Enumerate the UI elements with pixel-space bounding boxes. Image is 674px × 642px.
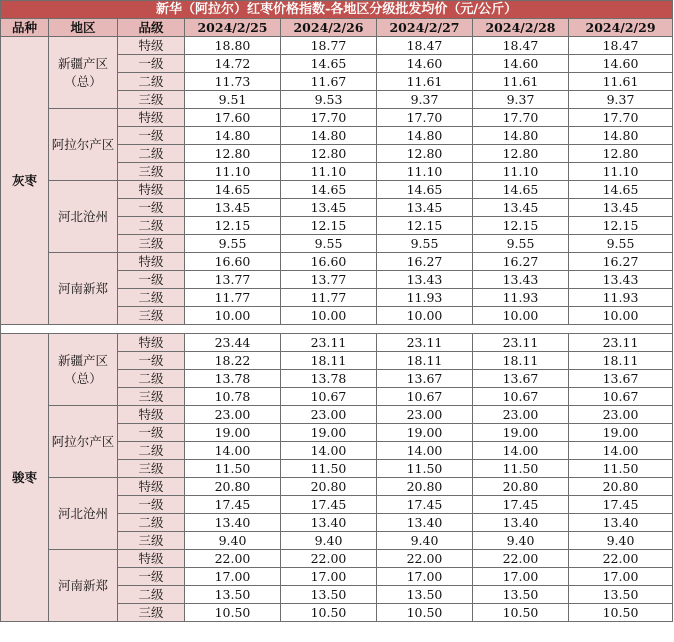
price-cell: 9.51 — [185, 91, 281, 109]
price-cell: 10.00 — [377, 307, 473, 325]
price-cell: 17.45 — [473, 496, 569, 514]
price-cell: 10.50 — [185, 604, 281, 622]
grade-cell: 特级 — [118, 109, 185, 127]
price-cell: 13.45 — [473, 199, 569, 217]
price-cell: 22.00 — [377, 550, 473, 568]
table-row — [1, 181, 673, 199]
price-cell: 17.45 — [377, 496, 473, 514]
price-cell: 23.44 — [185, 334, 281, 352]
price-cell: 14.80 — [377, 127, 473, 145]
grade-cell: 二级 — [118, 289, 185, 307]
price-cell: 19.00 — [569, 424, 673, 442]
price-cell: 12.80 — [473, 145, 569, 163]
header-row — [1, 19, 673, 37]
price-cell: 11.10 — [473, 163, 569, 181]
price-cell: 17.00 — [377, 568, 473, 586]
price-cell: 13.45 — [185, 199, 281, 217]
grade-cell: 特级 — [118, 181, 185, 199]
price-cell: 17.70 — [473, 109, 569, 127]
region-cell: 河南新郑 — [49, 253, 118, 325]
table-row — [1, 253, 673, 271]
price-cell: 12.15 — [185, 217, 281, 235]
price-cell: 14.00 — [569, 442, 673, 460]
price-cell: 11.50 — [281, 460, 377, 478]
price-cell: 13.50 — [569, 586, 673, 604]
price-cell: 22.00 — [185, 550, 281, 568]
separator-cell — [1, 325, 673, 334]
price-cell: 13.67 — [473, 370, 569, 388]
region-cell: 阿拉尔产区 — [49, 109, 118, 181]
variety-cell: 灰枣 — [1, 37, 49, 325]
price-cell: 11.93 — [473, 289, 569, 307]
price-cell: 11.61 — [569, 73, 673, 91]
grade-cell: 三级 — [118, 604, 185, 622]
region-cell: 阿拉尔产区 — [49, 406, 118, 478]
grade-cell: 二级 — [118, 145, 185, 163]
price-cell: 17.45 — [185, 496, 281, 514]
grade-cell: 特级 — [118, 253, 185, 271]
grade-cell: 三级 — [118, 532, 185, 550]
table-body — [1, 37, 673, 622]
price-cell: 11.10 — [569, 163, 673, 181]
grade-cell: 一级 — [118, 55, 185, 73]
price-cell: 20.80 — [569, 478, 673, 496]
price-cell: 14.65 — [569, 181, 673, 199]
header-date: 2024/2/25 — [185, 19, 281, 37]
price-cell: 23.11 — [569, 334, 673, 352]
price-cell: 18.11 — [281, 352, 377, 370]
price-cell: 14.60 — [473, 55, 569, 73]
grade-cell: 二级 — [118, 217, 185, 235]
grade-cell: 一级 — [118, 496, 185, 514]
price-cell: 19.00 — [473, 424, 569, 442]
grade-cell: 二级 — [118, 73, 185, 91]
price-cell: 14.65 — [281, 55, 377, 73]
price-cell: 13.40 — [569, 514, 673, 532]
grade-cell: 三级 — [118, 235, 185, 253]
price-cell: 23.11 — [281, 334, 377, 352]
price-cell: 17.00 — [281, 568, 377, 586]
price-cell: 12.15 — [569, 217, 673, 235]
price-cell: 11.93 — [377, 289, 473, 307]
price-cell: 17.00 — [473, 568, 569, 586]
grade-cell: 二级 — [118, 370, 185, 388]
price-cell: 19.00 — [185, 424, 281, 442]
grade-cell: 三级 — [118, 163, 185, 181]
grade-cell: 一级 — [118, 271, 185, 289]
grade-cell: 三级 — [118, 307, 185, 325]
grade-cell: 三级 — [118, 91, 185, 109]
price-cell: 11.61 — [377, 73, 473, 91]
price-cell: 9.55 — [185, 235, 281, 253]
price-cell: 23.00 — [473, 406, 569, 424]
grade-cell: 二级 — [118, 514, 185, 532]
price-cell: 17.00 — [185, 568, 281, 586]
price-cell: 10.50 — [569, 604, 673, 622]
price-cell: 18.11 — [569, 352, 673, 370]
table-row — [1, 406, 673, 424]
grade-cell: 二级 — [118, 586, 185, 604]
grade-cell: 一级 — [118, 352, 185, 370]
price-cell: 13.77 — [281, 271, 377, 289]
price-cell: 14.60 — [377, 55, 473, 73]
price-cell: 23.00 — [185, 406, 281, 424]
price-cell: 13.45 — [281, 199, 377, 217]
price-cell: 13.50 — [473, 586, 569, 604]
price-cell: 22.00 — [281, 550, 377, 568]
price-cell: 16.27 — [377, 253, 473, 271]
price-cell: 10.67 — [377, 388, 473, 406]
price-cell: 19.00 — [377, 424, 473, 442]
price-cell: 17.70 — [569, 109, 673, 127]
price-cell: 14.00 — [377, 442, 473, 460]
price-cell: 19.00 — [281, 424, 377, 442]
price-cell: 12.80 — [281, 145, 377, 163]
price-cell: 13.50 — [377, 586, 473, 604]
price-cell: 9.37 — [473, 91, 569, 109]
price-cell: 9.55 — [473, 235, 569, 253]
price-cell: 13.77 — [185, 271, 281, 289]
header-date: 2024/2/28 — [473, 19, 569, 37]
price-cell: 14.80 — [569, 127, 673, 145]
header-region: 地区 — [49, 19, 118, 37]
price-cell: 23.00 — [377, 406, 473, 424]
price-cell: 13.50 — [281, 586, 377, 604]
header-grade: 品级 — [118, 19, 185, 37]
price-cell: 13.45 — [569, 199, 673, 217]
price-cell: 11.61 — [473, 73, 569, 91]
price-cell: 10.50 — [473, 604, 569, 622]
price-cell: 10.00 — [281, 307, 377, 325]
variety-cell: 骏枣 — [1, 334, 49, 622]
price-cell: 9.37 — [377, 91, 473, 109]
price-cell: 14.00 — [473, 442, 569, 460]
price-cell: 9.40 — [377, 532, 473, 550]
price-cell: 22.00 — [473, 550, 569, 568]
price-cell: 13.40 — [185, 514, 281, 532]
price-cell: 11.73 — [185, 73, 281, 91]
price-cell: 14.00 — [281, 442, 377, 460]
grade-cell: 三级 — [118, 460, 185, 478]
grade-cell: 特级 — [118, 406, 185, 424]
title-row — [1, 1, 673, 19]
price-cell: 17.70 — [281, 109, 377, 127]
price-cell: 11.77 — [281, 289, 377, 307]
price-cell: 20.80 — [281, 478, 377, 496]
price-cell: 9.37 — [569, 91, 673, 109]
price-cell: 13.45 — [377, 199, 473, 217]
price-cell: 23.00 — [569, 406, 673, 424]
price-cell: 18.11 — [377, 352, 473, 370]
table-row — [1, 550, 673, 568]
price-cell: 9.40 — [185, 532, 281, 550]
price-cell: 12.80 — [377, 145, 473, 163]
price-cell: 14.80 — [185, 127, 281, 145]
price-cell: 10.67 — [473, 388, 569, 406]
price-cell: 11.77 — [185, 289, 281, 307]
price-cell: 9.55 — [377, 235, 473, 253]
price-cell: 9.40 — [473, 532, 569, 550]
price-cell: 20.80 — [473, 478, 569, 496]
table-row — [1, 109, 673, 127]
price-cell: 13.50 — [185, 586, 281, 604]
price-cell: 9.40 — [281, 532, 377, 550]
grade-cell: 特级 — [118, 478, 185, 496]
price-cell: 14.65 — [185, 181, 281, 199]
price-cell: 14.80 — [473, 127, 569, 145]
price-cell: 13.78 — [281, 370, 377, 388]
price-cell: 17.45 — [281, 496, 377, 514]
price-cell: 13.67 — [569, 370, 673, 388]
price-cell: 17.60 — [185, 109, 281, 127]
price-cell: 20.80 — [185, 478, 281, 496]
price-cell: 11.10 — [281, 163, 377, 181]
price-cell: 12.80 — [185, 145, 281, 163]
price-cell: 10.67 — [281, 388, 377, 406]
region-cell: 新疆产区（总） — [49, 37, 118, 109]
price-cell: 11.67 — [281, 73, 377, 91]
price-cell: 23.11 — [377, 334, 473, 352]
grade-cell: 二级 — [118, 442, 185, 460]
group-separator — [1, 325, 673, 334]
price-cell: 11.50 — [377, 460, 473, 478]
price-cell: 18.77 — [281, 37, 377, 55]
region-cell: 河北沧州 — [49, 478, 118, 550]
header-variety: 品种 — [1, 19, 49, 37]
price-cell: 12.15 — [281, 217, 377, 235]
price-cell: 18.47 — [473, 37, 569, 55]
price-cell: 11.50 — [569, 460, 673, 478]
price-cell: 9.55 — [569, 235, 673, 253]
price-cell: 12.80 — [569, 145, 673, 163]
grade-cell: 三级 — [118, 388, 185, 406]
table-title: 新华（阿拉尔）红枣价格指数-各地区分级批发均价（元/公斤） — [1, 1, 673, 19]
price-cell: 14.65 — [377, 181, 473, 199]
price-cell: 13.40 — [281, 514, 377, 532]
table-row — [1, 334, 673, 352]
grade-cell: 特级 — [118, 550, 185, 568]
price-cell: 18.11 — [473, 352, 569, 370]
price-cell: 10.00 — [473, 307, 569, 325]
price-cell: 9.55 — [281, 235, 377, 253]
price-cell: 14.80 — [281, 127, 377, 145]
price-cell: 10.00 — [185, 307, 281, 325]
grade-cell: 一级 — [118, 424, 185, 442]
price-cell: 16.60 — [281, 253, 377, 271]
price-cell: 23.00 — [281, 406, 377, 424]
grade-cell: 特级 — [118, 334, 185, 352]
price-cell: 10.50 — [281, 604, 377, 622]
price-cell: 10.78 — [185, 388, 281, 406]
region-cell: 河北沧州 — [49, 181, 118, 253]
price-cell: 23.11 — [473, 334, 569, 352]
price-cell: 10.67 — [569, 388, 673, 406]
price-cell: 13.43 — [377, 271, 473, 289]
price-cell: 14.65 — [473, 181, 569, 199]
price-cell: 16.60 — [185, 253, 281, 271]
grade-cell: 特级 — [118, 37, 185, 55]
table-row — [1, 37, 673, 55]
price-cell: 9.53 — [281, 91, 377, 109]
price-cell: 10.00 — [569, 307, 673, 325]
price-cell: 18.47 — [569, 37, 673, 55]
price-cell: 14.65 — [281, 181, 377, 199]
price-cell: 9.40 — [569, 532, 673, 550]
header-date: 2024/2/27 — [377, 19, 473, 37]
price-cell: 16.27 — [569, 253, 673, 271]
price-cell: 12.15 — [473, 217, 569, 235]
grade-cell: 一级 — [118, 199, 185, 217]
header-date: 2024/2/26 — [281, 19, 377, 37]
price-cell: 10.50 — [377, 604, 473, 622]
price-cell: 22.00 — [569, 550, 673, 568]
price-cell: 17.45 — [569, 496, 673, 514]
price-cell: 11.10 — [377, 163, 473, 181]
header-date: 2024/2/29 — [569, 19, 673, 37]
price-cell: 18.47 — [377, 37, 473, 55]
price-cell: 14.72 — [185, 55, 281, 73]
price-cell: 18.80 — [185, 37, 281, 55]
price-cell: 14.00 — [185, 442, 281, 460]
price-cell: 20.80 — [377, 478, 473, 496]
price-cell: 16.27 — [473, 253, 569, 271]
price-cell: 11.93 — [569, 289, 673, 307]
price-cell: 17.70 — [377, 109, 473, 127]
price-cell: 13.40 — [473, 514, 569, 532]
price-cell: 17.00 — [569, 568, 673, 586]
price-cell: 13.40 — [377, 514, 473, 532]
price-cell: 14.60 — [569, 55, 673, 73]
grade-cell: 一级 — [118, 127, 185, 145]
price-cell: 13.43 — [569, 271, 673, 289]
price-cell: 18.22 — [185, 352, 281, 370]
price-cell: 13.43 — [473, 271, 569, 289]
price-cell: 13.78 — [185, 370, 281, 388]
price-cell: 13.67 — [377, 370, 473, 388]
price-cell: 11.10 — [185, 163, 281, 181]
price-cell: 12.15 — [377, 217, 473, 235]
price-cell: 11.50 — [185, 460, 281, 478]
price-cell: 11.50 — [473, 460, 569, 478]
region-cell: 新疆产区（总） — [49, 334, 118, 406]
grade-cell: 一级 — [118, 568, 185, 586]
region-cell: 河南新郑 — [49, 550, 118, 622]
table-row — [1, 478, 673, 496]
